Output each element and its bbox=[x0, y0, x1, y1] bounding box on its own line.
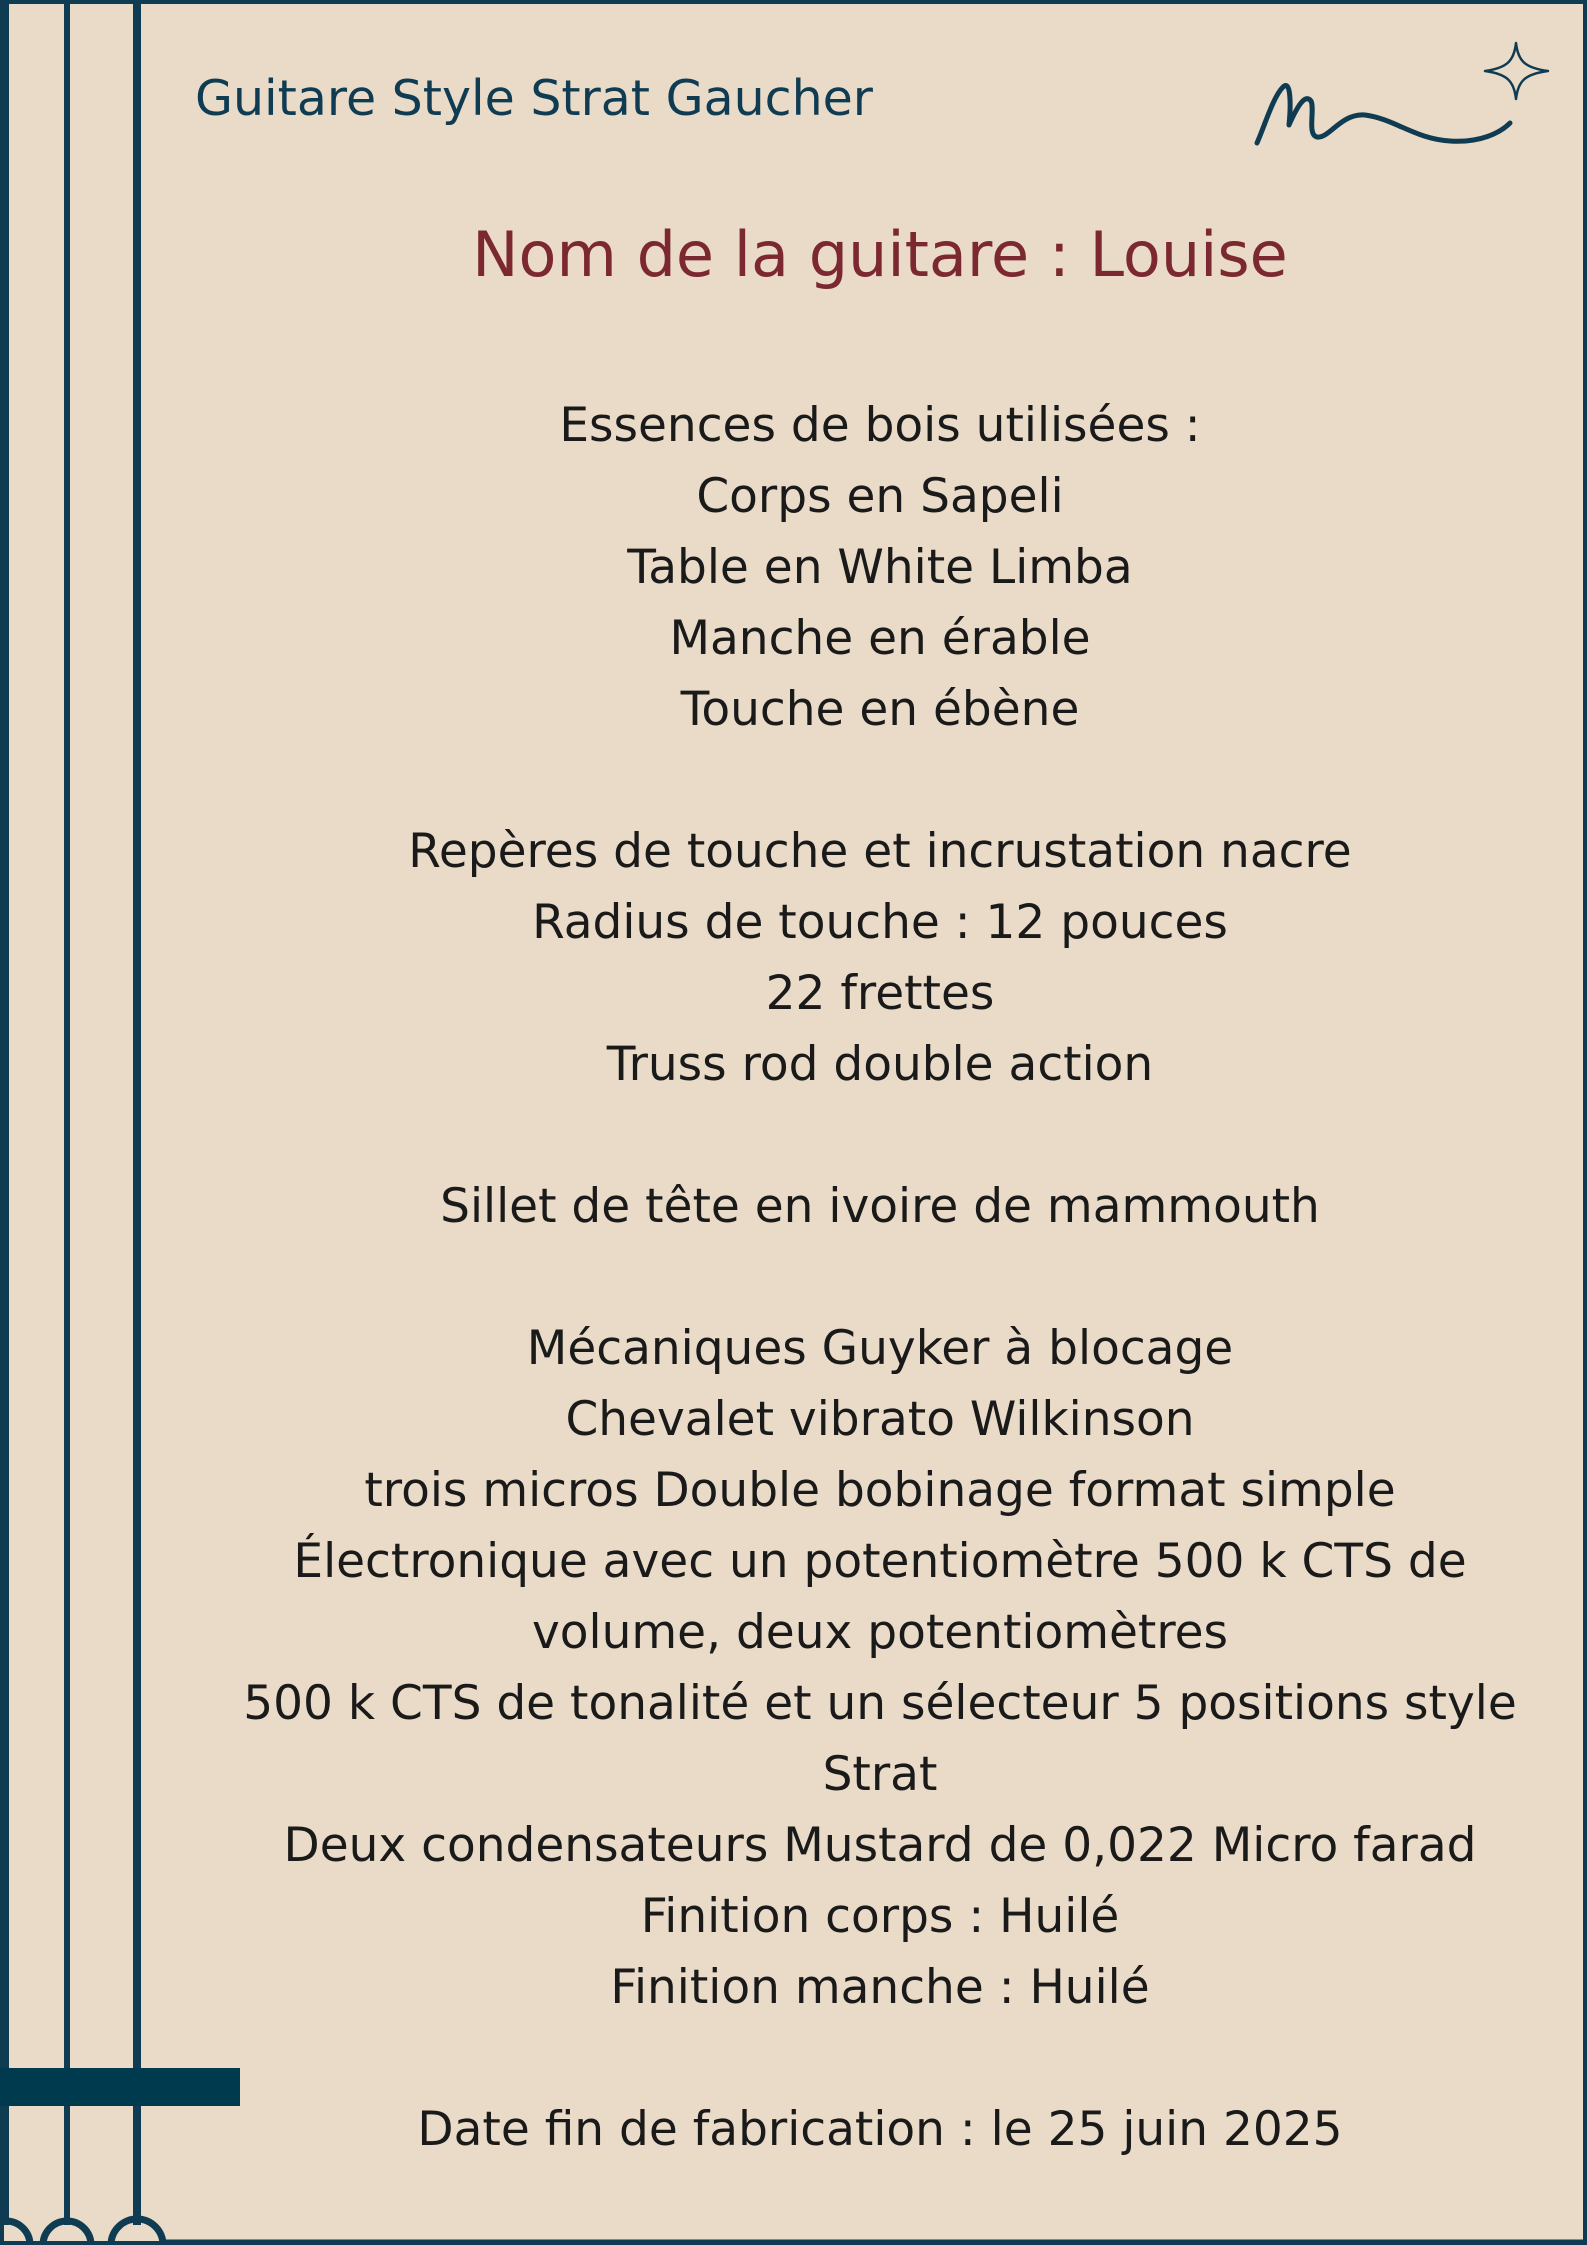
sparkle-star-icon bbox=[1485, 43, 1548, 99]
spec-line: Chevalet vibrato Wilkinson bbox=[565, 1392, 1195, 1447]
completion-date: Date fin de fabrication : le 25 juin 2025 bbox=[417, 2102, 1343, 2157]
header-title: Guitare Style Strat Gaucher bbox=[195, 70, 873, 127]
spec-line: Finition corps : Huilé bbox=[640, 1889, 1120, 1944]
spec-line: Finition manche : Huilé bbox=[610, 1960, 1150, 2015]
guitar-name-title: Nom de la guitare : Louise bbox=[472, 218, 1288, 291]
spec-line: Manche en érable bbox=[669, 611, 1091, 666]
spec-line: Strat bbox=[822, 1747, 938, 1802]
spec-line: Radius de touche : 12 pouces bbox=[532, 895, 1228, 950]
spec-line: Table en White Limba bbox=[627, 540, 1133, 595]
spec-line: Deux condensateurs Mustard de 0,022 Micro farad bbox=[283, 1818, 1477, 1873]
spec-line: Sillet de tête en ivoire de mammouth bbox=[440, 1179, 1320, 1234]
signature-logo-icon bbox=[1245, 35, 1560, 155]
spec-line: volume, deux potentiomètres bbox=[531, 1605, 1229, 1660]
spec-line: Truss rod double action bbox=[606, 1037, 1154, 1092]
spec-line: trois micros Double bobinage format simple bbox=[364, 1463, 1396, 1518]
spec-line: Électronique avec un potentiomètre 500 k CTS de bbox=[293, 1534, 1467, 1589]
spec-line: 22 frettes bbox=[765, 966, 995, 1021]
spec-line: Touche en ébène bbox=[680, 682, 1080, 737]
spec-line: Mécaniques Guyker à blocage bbox=[526, 1321, 1234, 1376]
spec-line: Repères de touche et incrustation nacre bbox=[408, 824, 1352, 879]
spec-line: Corps en Sapeli bbox=[696, 469, 1064, 524]
spec-line: 500 k CTS de tonalité et un sélecteur 5 positions style bbox=[243, 1676, 1517, 1731]
spec-line: Essences de bois utilisées : bbox=[559, 398, 1201, 453]
